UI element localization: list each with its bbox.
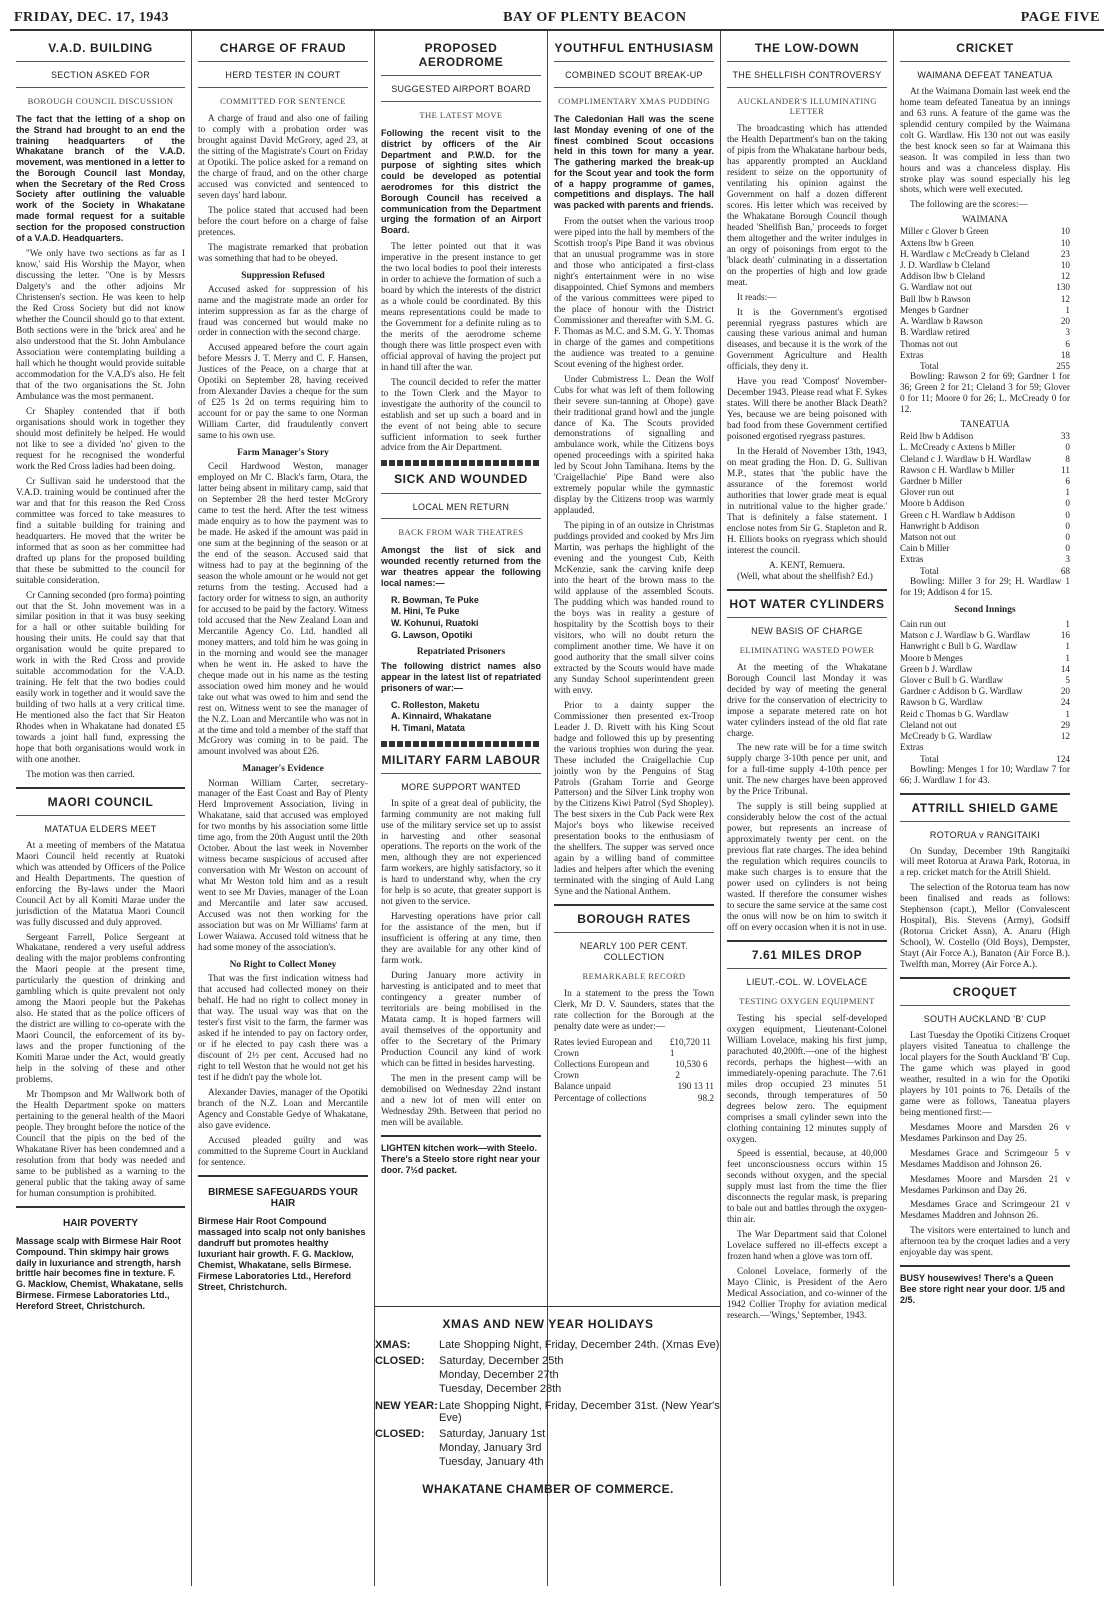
divider: [381, 460, 541, 466]
paragraph: Harvesting operations have prior call for the assistance of the men, but if insufficient is offering at any time, then they are available for any other kind of farm work.: [381, 912, 541, 967]
score-runs: 12: [1060, 731, 1070, 742]
article-subhead: SUGGESTED AIRPORT BOARD: [391, 84, 531, 95]
notice-title: XMAS AND NEW YEAR HOLIDAYS: [442, 1317, 654, 1331]
score-name: J. D. Wardlaw b Cleland: [900, 260, 990, 271]
score-name: Total: [920, 361, 939, 372]
section-heading: Suppression Refused: [241, 270, 325, 281]
article-subhead: LIEUT.-COL. W. LOVELACE: [746, 977, 868, 988]
article-title: BOROUGH RATES: [577, 912, 691, 927]
table-row: [554, 1081, 714, 1092]
score-runs: 6: [1065, 338, 1070, 349]
table-row: [900, 487, 1070, 498]
column-5: [721, 31, 894, 1586]
score-name: Reid c Thomas b G. Wardlaw: [900, 708, 1009, 719]
list-item: M. Hini, Te Puke: [391, 606, 460, 617]
score-name: Total: [920, 565, 939, 576]
table-row: [900, 327, 1070, 338]
paragraph: The letter pointed out that it was imperative in the present instance to get the two local bodies to pool their interests in order to achieve the formation of such a board by which the interests of the district as a whole could be coordinated. By this means representations could be made to the Government for a definite ruling as to the merits of the aerodrome scheme though there was little prospect even with official approval of having the project put in hand till after the war.: [381, 242, 541, 373]
article-subhead: BACK FROM WAR THEATRES: [398, 527, 524, 538]
notice-row: [375, 1428, 721, 1469]
paragraph: The selection of the Rotorua team has now been finalised and reads as follows: Stephenson (capt.), Mellor (Convalescent Hospital), Bis. Stevens (Army), Godsiff (Rotorua Cricket Assn), A. Anaru (High School), W. Costello (Old Boys), Dempster, Stayt (Air Force A.), Banaton (Air Force B.). Twelfth man, Morrey (Air Force A.).: [900, 883, 1070, 971]
masthead: [10, 10, 1104, 31]
table-row: [900, 350, 1070, 361]
table-row: [554, 1093, 714, 1104]
article-title: PROPOSED AERODROME: [418, 41, 504, 70]
notice-footer: WHAKATANE CHAMBER OF COMMERCE.: [422, 1481, 674, 1496]
table-row: [900, 305, 1070, 316]
paragraph: Cecil Hardwood Weston, manager employed on Mr C. Black's farm, Otara, the latter being absent in military camp, said that on September 28 the herd tester McGrory came to test the herd. After the test witness made enquiry as to how the payment was to be made. He asked if the amount was paid in one sum at the beginning of the season or at the end of the season. Accused said that witness had to pay at the beginning of the season the whole amount or he would not get returns from the testing. Accused had a factory order for witness to sign, an authority for accused to be paid by the factory. Witness told accused that the New Zealand Loan and Mercantile Agency Co. Ltd. handled all money matters, and told him he was going in in the morning and would see the manager when he went in. He asked to have the cheque made out in his name as the testing association owed him money and he would take out what was owed to him and send the rest on. Witness went to see the manager of the N.Z. Loan and Mercantile who was not in at the time and told a member of the staff that McGrory was coming in to be paid. The amount involved was about £26.: [198, 462, 368, 758]
score-runs: 1: [1065, 708, 1070, 719]
score-name: Moore b Menges: [900, 652, 963, 663]
score-name: Green b J. Wardlaw: [900, 663, 973, 674]
section-heading: No Right to Collect Money: [229, 960, 337, 970]
score-name: Rawson b G. Wardlaw: [900, 697, 983, 708]
paragraph: The supply is still being supplied at considerably below the cost of the actual power, but represents an increase of approximately twenty per cent. on the previous flat rate charges. The idea behind the regulation which requires councils to make such charges is to ensure that the power used on cylinders is not being wasted. If therefore the consumer wishes to secure the same service at the same cost the onus will now be on him to switch it off on every occasion when it is not in use.: [727, 802, 887, 933]
table-row: [900, 742, 1070, 753]
paragraph: Accused appeared before the court again before Messrs J. T. Merry and C. F. Hansen, Justices of the Peace, on a charge that at Opotiki on September 28, having received from Alexander Davies a cheque for the sum of £25 1s 2d on terms requiring him to account for or pay the same to one Norman William Carter, did fraudulently convert same to his own use.: [198, 343, 368, 442]
article-title: THE LOW-DOWN: [754, 41, 860, 55]
paragraph: At the meeting of the Whakatane Borough Council last Monday it was decided by way of meeting the general drive for the conservation of electricity to impose a separate metered rate on hot water cylinders instead of the old flat rate charge.: [727, 662, 887, 739]
article-subhead: HERD TESTER IN COURT: [225, 70, 341, 81]
paragraph: The following are the scores:—: [910, 200, 1028, 211]
masthead-paper: BAY OF PLENTY BEACON: [503, 10, 687, 25]
score-name: Gardner c Addison b G. Wardlaw: [900, 686, 1023, 697]
score-name: Menges b Gardner: [900, 304, 969, 315]
ad-title: HAIR POVERTY: [62, 1217, 138, 1229]
score-runs: 10: [1060, 260, 1070, 271]
paragraph: Bowling: Menges 1 for 10; Wardlaw 7 for 66; J. Wardlaw 1 for 43.: [900, 764, 1070, 786]
table-row: [900, 566, 1070, 577]
table-row: [900, 754, 1070, 765]
list-item: C. Rolleston, Maketu: [391, 699, 480, 710]
table-row: [900, 697, 1070, 708]
article-subhead: BOROUGH COUNCIL DISCUSSION: [27, 95, 174, 106]
notice-key: CLOSED:: [375, 1428, 425, 1441]
score-runs: 8: [1065, 453, 1070, 464]
article-subhead: REMARKABLE RECORD: [582, 970, 686, 981]
section-heading: Repatriated Prisoners: [416, 647, 506, 658]
masthead-date: FRIDAY, DEC. 17, 1943: [14, 10, 169, 25]
column-6: [894, 31, 1076, 1586]
paragraph: The council decided to refer the matter to the Town Clerk and the Mayor to investigate the authority of the council to establish and set up such a board and in the event of not being able to secure sufficient information to seek further advice from the Air Department.: [381, 377, 541, 454]
score-runs: 1: [1065, 487, 1070, 498]
team-name: WAIMANA: [962, 215, 1008, 226]
paragraph: Cr Sullivan said he understood that the V.A.D. training would be continued after the war and that for this reason the Red Cross committee was forced to take measures to find a suitable building for training and headquarters. He moved that the writer be informed that as soon as her committee had drafted up plans for the proposed building that these be submitted to the council for suitable consideration.: [16, 476, 185, 586]
article-title: CROQUET: [952, 985, 1018, 1000]
paragraph: The new rate will be for a time switch supply charge 3-10th pence per unit, and for a full-time supply 4-10th pence per unit. The new charges have been approved by the Price Tribunal.: [727, 743, 887, 798]
paragraph: Testing his special self-developed oxygen equipment, Lieutenant-Colonel William Lovelace, making his first jump, parachuted 40,200ft.—one of the highest records, perhaps the highest—with an immediately-opening parachute. The 7.61 miles drop occupied 23 minutes 51 seconds, through temperatures of 50 degrees below zero. The equipment comprises a small cylinder sewn into the clothing containing 12 minutes supply of oxygen.: [727, 1013, 887, 1145]
notice-date: Monday, December 27th: [439, 1368, 559, 1381]
table-row: [900, 543, 1070, 554]
paragraph: The magistrate remarked that probation was something that had to be obeyed.: [198, 242, 368, 264]
article-subhead: MORE SUPPORT WANTED: [401, 781, 521, 792]
table-row: [900, 653, 1070, 664]
score-runs: 18: [1060, 349, 1070, 360]
table-row: [900, 675, 1070, 686]
score-name: Axtens lbw b Green: [900, 237, 974, 248]
score-runs: 6: [1065, 475, 1070, 486]
table-row: [900, 498, 1070, 509]
score-runs: 12: [1060, 293, 1070, 304]
article-subhead: ROTORUA v RANGITAIKI: [929, 829, 1041, 840]
score-runs: 24: [1060, 697, 1070, 708]
score-name: Extras: [900, 349, 924, 360]
table-row: [900, 709, 1070, 720]
paragraph: Mesdames Grace and Scrimgeour 21 v Mesdames Maddren and Johnson 26.: [900, 1200, 1070, 1222]
paragraph: Cr Shapley contended that if both organisations should work in together they should most definitely be helped. He would not like to see a divided 'no' given to the request for he recognised the wonderful work the Red Cross ladies had been doing.: [16, 407, 185, 472]
table-row: [900, 521, 1070, 532]
table-row: [900, 249, 1070, 260]
advertisement: Massage scalp with Birmese Hair Root Compound. Thin skimpy hair grows daily in luxuriance and strength, harsh brittle hair becomes fine in texture. F. G. Macklow, Chemist, Whakatane, sells Birmese. Firmese Laboratories Ltd., Hereford Street, Christchurch.: [16, 1235, 184, 1312]
paragraph: Mesdames Moore and Marsden 26 v Mesdames Parkinson and Day 25.: [900, 1122, 1070, 1144]
paragraph: At the Waimana Domain last week end the home team defeated Taneatua by an innings and 63 runs. A feature of the game was the splendid century compiled by the Waimana colt G. Wardlaw. His 130 not out was easily the best knock seen so far at Waimana this season. It was compiled in less than two hours and was a chanceless display. His stroke play was sound especially his leg shots, which were well executed.: [900, 86, 1070, 196]
score-runs: 29: [1060, 719, 1070, 730]
score-name: Hanwright c Bull b G. Wardlaw: [900, 641, 1017, 652]
score-runs: 0: [1065, 498, 1070, 509]
names-list: [391, 700, 541, 735]
paragraph: The broadcasting which has attended the Health Department's ban on the taking of pipis from the Whakatane harbour beds, has apparently prompted an Auckland resident to seize on the opportunity of ventilating his opinion against the Government on half a dozen different scores. His letter which was received by the Whakatane Borough Council though headed 'Shellfish Ban,' proceeds to forget them altogether and the writer indulges in an orgy of poisonings from ergot to the 'black death' culminating in a dissertation on the properties of high and low grade meat.: [727, 124, 887, 288]
advertisement: BUSY housewives! There's a Queen Bee store right near your door. 1/5 and 2/5.: [900, 1273, 1066, 1306]
table-row: [900, 731, 1070, 742]
rate-label: Balance unpaid: [554, 1081, 611, 1092]
paragraph: The War Department said that Colonel Lovelace suffered no ill-effects except a frozen hand when a glove was torn off.: [727, 1230, 887, 1263]
table-row: [900, 271, 1070, 282]
ad-title: BIRMESE SAFEGUARDS YOUR HAIR: [208, 1186, 358, 1210]
score-name: Matson not out: [900, 532, 956, 543]
paragraph: It reads:—: [737, 292, 777, 303]
paragraph: A charge of fraud and also one of failing to comply with a probation order was brought against David McGrory, aged 23, at the sitting of the Magistrate's Court on Friday at Opotiki. The police asked for a remand on the charge of fraud, and on the other charge accused was convicted and sentenced to seven days' hard labour.: [198, 113, 368, 201]
table-row: [900, 686, 1070, 697]
table-row: [900, 316, 1070, 327]
notice-row: [375, 1339, 721, 1351]
article-title: CHARGE OF FRAUD: [219, 41, 347, 55]
article-subhead: WAIMANA DEFEAT TANEATUA: [917, 70, 1053, 81]
notice-value: [439, 1355, 721, 1396]
list-item: H. Timani, Matata: [391, 723, 465, 734]
paragraph: Last Tuesday the Opotiki Citizens Croquet players visited Taneatua to challenge the local players for the South Auckland 'B' Cup. The game which was played in good weather, resulted in a win for the Opotiki players by 101 points to 76. Details of the game were as follows, Taneatua players being mentioned first:—: [900, 1030, 1070, 1118]
rate-value: 98.2: [697, 1092, 714, 1103]
table-row: [900, 294, 1070, 305]
score-name: Hanwright b Addison: [900, 520, 980, 531]
rate-value: 10,530 6 2: [675, 1059, 708, 1081]
article-title: MAORI COUNCIL: [47, 795, 154, 809]
table-row: [900, 431, 1070, 442]
notice-date: Monday, January 3rd: [439, 1442, 542, 1454]
score-name: Matson c J. Wardlaw b G. Wardlaw: [900, 630, 1031, 641]
notice-date: Tuesday, December 28th: [439, 1382, 562, 1395]
table-row: [900, 260, 1070, 271]
paragraph: Sergeant Farrell, Police Sergeant at Whakatane, rendered a very useful address dealing with the major problems confronting the Maori people at the present time, particularly the question of drinking and gambling which is quite prevalent not only among the Maori people but the Pakehas also. He stated that as the police officers of the district are willing to co-operate with the Maori Council, the enforcement of its by-laws and the proper functioning of the Komiti Marae under the Act, would greatly help in the solving of these and other problems.: [16, 932, 185, 1086]
column-1: [10, 31, 192, 1586]
paragraph: Bowling: Rawson 2 for 69; Gardner 1 for 36; Green 2 for 21; Cleland 3 for 59; Glover 0 for 11; Moore 0 for 26; L. McCready 0 for 12.: [900, 372, 1070, 416]
score-runs: 23: [1060, 248, 1070, 259]
score-runs: 14: [1060, 663, 1070, 674]
paragraph: At a meeting of members of the Matatua Maori Council held recently at Ruatoki which was attended by Officers of the Police and Health Departments. The question of enforcing the By-laws under the Maori Council Act by all Komiti Marae under the jurisdiction of the Matatua Maori Council was fully discussed and duly approved.: [16, 840, 185, 928]
notice-value: [439, 1428, 721, 1469]
scorecard: [900, 431, 1070, 566]
notice-key: XMAS:: [375, 1339, 411, 1351]
article-subhead: NEARLY 100 PER CENT. COLLECTION: [579, 941, 689, 962]
rate-label: Rates levied European and Crown: [554, 1036, 653, 1058]
paragraph: During January more activity in harvesting is anticipated and to meet that contingency a greater number of territorials are being mobilised in the Matata camp. It is hoped farmers will avail themselves of the opportunity and offer to the Secretary of the Primary Production Council any kind of work which can be fitted in besides harvesting.: [381, 971, 541, 1069]
score-name: G. Wardlaw not out: [900, 282, 973, 293]
paragraph: The piping in of an outsize in Christmas puddings provided and cooked by Mrs Jim Martin, was perhaps the highlight of the evening and the youngest Cub, Keith McKenzie, sank the carving knife deep into the heart of the brown mass to the wild applause of the assembled Scouts. The pudding which was handed round to the boys was in reality a gesture of hospitality by the Scottish boys to their visitors, who will no doubt return the compliment another time. We have it on good authority that the small silver coins extracted by the Scouts would have made any Sunday School superintendent green with envy.: [554, 521, 714, 696]
table-row: [900, 226, 1070, 237]
article-title: YOUTHFUL ENTHUSIASM: [554, 41, 714, 55]
table-row: [900, 465, 1070, 476]
paragraph: Mr Thompson and Mr Wallwork both of the Health Department spoke on matters pertaining to the general health of the Maori people. They brought before the notice of the Council that the pipis on the bed of the Whakatane River has been condemned and a resolution from that body was needed and same to be published as a warning to the general public that the taking away of same for human consumption is prohibited.: [16, 1090, 185, 1199]
score-name: Cain run out: [900, 618, 946, 629]
column-2: [192, 31, 375, 1586]
article-title: SICK AND WOUNDED: [394, 472, 528, 487]
scorecard: [900, 226, 1070, 361]
rate-value: 190 13 11: [677, 1081, 714, 1092]
article-title: 7.61 MILES DROP: [751, 947, 863, 962]
paragraph: On Sunday, December 19th Rangitaiki will meet Rotorua at Arawa Park, Rotorua, in a rep. cricket match for the Atrill Shield.: [900, 846, 1070, 879]
table-row: [900, 532, 1070, 543]
paragraph: Alexander Davies, manager of the Opotiki branch of the N.Z. Loan and Mercantile Agency and Constable Gedye of Whakatane, also gave evidence.: [198, 1087, 368, 1131]
table-row: [900, 554, 1070, 565]
article-lead: The fact that the letting of a shop on the Strand had brought to an end the training headquarters of the Whakatane branch of the V.A.D. movement, was mentioned in a letter to the Borough Council last Monday, when the Secretary of the Red Cross Society after outlining the valuable work of the Society in Whakatane made formal request for a suitable section for the proposed construction of a V.A.D. Headquarters.: [16, 113, 185, 243]
score-runs: 3: [1065, 554, 1070, 565]
table-row: [900, 510, 1070, 521]
score-runs: 1: [1065, 304, 1070, 315]
table-row: [900, 282, 1070, 293]
article-subhead: AUCKLANDER'S ILLUMINATING LETTER: [737, 95, 877, 116]
table-row: [900, 641, 1070, 652]
paragraph: From the outset when the various troop were piped into the hall by members of the Scottish troop's Pipe Band it was obvious that an unusual programme was in store and those who anticipated a first-class night's entertainment were in no wise disappointed. Chief Symons and members of the various committees were piped to the place of honour with the District Commissioner and thereafter with S.M. G. F. Thomas as M.C. and S.M. G. Y. Thomas in charge of the games and competitions the audience was treated to a genuine Scout evening of the highest order.: [554, 217, 714, 370]
section-heading: Farm Manager's Story: [237, 448, 329, 459]
score-runs: 255: [1056, 361, 1070, 372]
score-runs: 10: [1060, 226, 1070, 237]
paragraph: Bowling: Miller 3 for 29; H. Wardlaw 1 for 19; Addison 4 for 15.: [900, 576, 1070, 598]
score-runs: 20: [1060, 316, 1070, 327]
score-name: Reid lbw b Addison: [900, 431, 974, 442]
score-runs: 16: [1060, 630, 1070, 641]
article-lead: Following the recent visit to the district by officers of the Air Department and P.W.D. for the purpose of sighting sites which could be developed as potential aerodromes for this district the Borough Council has received a communication from the Department urging the formation of an Airport Board.: [381, 128, 541, 236]
notice-key: NEW YEAR:: [375, 1400, 438, 1413]
article-lead: The following district names also appear in the latest list of repatriated prisoners of war:—: [381, 661, 541, 693]
paragraph: The men in the present camp will be demobilised on Wednesday 22nd instant and a new lot of men will enter on Wednesday 29th. Between that period no men will be available.: [381, 1073, 541, 1128]
score-runs: 0: [1065, 543, 1070, 554]
article-subhead: NEW BASIS OF CHARGE: [751, 625, 863, 636]
article-subhead: COMPLIMENTARY XMAS PUDDING: [558, 95, 710, 106]
letter-signature: A. KENT, Remuera.: [769, 560, 845, 571]
table-row: [900, 339, 1070, 350]
score-runs: 33: [1060, 431, 1070, 442]
article-subhead: SOUTH AUCKLAND 'B' CUP: [923, 1014, 1047, 1025]
score-runs: 5: [1065, 675, 1070, 686]
article-title: V.A.D. BUILDING: [48, 41, 153, 55]
table-row: [900, 442, 1070, 453]
score-runs: 0: [1065, 520, 1070, 531]
table-row: [900, 630, 1070, 641]
article-subhead: THE SHELLFISH CONTROVERSY: [732, 70, 882, 81]
score-name: B. Wardlaw retired: [900, 327, 970, 338]
score-runs: 1: [1065, 641, 1070, 652]
score-name: Total: [920, 753, 939, 764]
score-name: Addison lbw b Cleland: [900, 271, 985, 282]
notice-date: Tuesday, January 4th: [439, 1455, 544, 1468]
table-row: [900, 476, 1070, 487]
divider: [381, 741, 541, 747]
score-runs: 3: [1065, 327, 1070, 338]
article-subhead: SECTION ASKED FOR: [50, 70, 151, 81]
advertisement: Birmese Hair Root Compound massaged into scalp not only banishes dandruff but promotes healthy luxuriant hair growth. F. G. Macklow, Chemist, Whakatane, sells Birmese. Firmese Laboratories Ltd., Hereford Street, Christchurch.: [198, 1216, 366, 1292]
score-name: Cleland c J. Wardlaw b H. Wardlaw: [900, 453, 1032, 464]
article-subhead: COMBINED SCOUT BREAK-UP: [565, 70, 703, 81]
score-name: A. Wardlaw b Rawson: [900, 316, 983, 327]
score-name: Gardner b Miller: [900, 475, 963, 486]
score-name: McCready b G. Wardlaw: [900, 731, 992, 742]
notice-value: Late Shopping Night, Friday, December 24th. (Xmas Eve): [439, 1339, 720, 1351]
score-runs: 20: [1060, 686, 1070, 697]
table-row: [554, 1059, 714, 1081]
score-name: L. McCready c Axtens b Miller: [900, 442, 1016, 453]
paragraph: Norman William Carter, secretary-manager of the East Coast and Bay of Plenty Herd Improvement Association, living in Whakatane, said that accused was employed for two months by his association some little time ago, from the 20th August until the 20th October. About the last week in November witness became suspicious of accused after conversation with Mr Weston on account of what Mr Weston told him and as a result went to see Mr Davies, manager of the Loan and Mercantile and later saw accused. Accused was not then working for the association but was on Mr Williams' farm at Lower Waiawa. Accused told witness that he had some money of the association's.: [198, 778, 368, 954]
paragraph: Accused pleaded guilty and was committed to the Supreme Court in Auckland for sentence.: [198, 1135, 368, 1168]
score-name: Extras: [900, 742, 924, 753]
article-subhead: THE LATEST MOVE: [419, 109, 503, 120]
score-name: Glover run out: [900, 487, 955, 498]
article-subhead: MATATUA ELDERS MEET: [44, 824, 157, 835]
table-row: [900, 454, 1070, 465]
team-name: TANEATUA: [960, 420, 1010, 431]
article-title: CRICKET: [956, 41, 1014, 55]
score-runs: 1: [1065, 618, 1070, 629]
section-heading: Second Innings: [954, 604, 1016, 615]
paragraph: It is the Government's ergotised perennial ryegrass pastures which are causing these various animal and human diseases, and because it is the work of the Government Agriculture and Health officials, they deny it.: [727, 307, 887, 373]
list-item: A. Kinnaird, Whakatane: [391, 711, 492, 722]
score-runs: 11: [1061, 464, 1070, 475]
paragraph: The motion was then carried.: [26, 770, 135, 781]
paragraph: Mesdames Moore and Marsden 21 v Mesdames Parkinson and Day 26.: [900, 1174, 1070, 1196]
score-name: Bull lbw b Rawson: [900, 293, 971, 304]
table-row: [900, 664, 1070, 675]
article-subhead: TESTING OXYGEN EQUIPMENT: [739, 995, 875, 1006]
score-runs: 12: [1060, 271, 1070, 282]
notice-row: [375, 1355, 721, 1396]
paragraph: Have you read 'Compost' November-December 1943. Please read what F. Sykes states. Will there be another Black Death? Yes, because we are being poisoned with bad food from these Government certified poisoned ergotised ryegrass pastures.: [727, 377, 887, 443]
section-heading: Manager's Evidence: [242, 764, 324, 775]
score-runs: 124: [1056, 753, 1070, 764]
paragraph: Prior to a dainty supper the Commissioner then presented ex-Troop Leader J. D. Rivett with his King Scout badge and followed this up by presenting the various trophies won during the year. These included the Craigellachie Cup jointly won by the Penguins of Stag Patrols (Graham Torrie and George Patterson) and the Silver Link trophy won by the Citizens Kiwi Patrol (Syd Shopley). The best sixers in the Cub Pack were Rex Major's boys who likewise received presentation books to the enthusiasm of the shellfers. The supper was served once again by a willing band of committee ladies and helpers after which the evening terminated with the singing of Auld Lang Syne and the National Anthem.: [554, 700, 714, 898]
score-name: Green c H. Wardlaw b Addison: [900, 509, 1015, 520]
article-lead: The Caledonian Hall was the scene last Monday evening of one of the finest combined Scout occasions held in this town for many a year. The gathering marked the break-up for the Scout year and took the form of a happy programme of games, competitions and displays. The hall was packed with parents and friends.: [554, 113, 714, 211]
notice-value: Late Shopping Night, Friday, December 31st. (New Year's Eve): [439, 1400, 720, 1425]
holiday-notice: [375, 1306, 721, 1496]
paragraph: "We only have two sections as far as I know,' said His Worship the Mayor, when discussing the letter. "One is by Messrs Dalgety's and the other adjoins Mr Christensen's section. He was keen to help the Red Cross Society but did not know whether the Council should go to that extent. Both sections were in the 'brick area' and he also understood that the St. John Ambulance Association were contemplating building a hall which he thought would provide suitable accommodation for the V.A.D's also. He felt that of the two organisations the St. John Ambulance was the most permanent.: [16, 249, 185, 403]
table-row: [900, 238, 1070, 249]
rate-value: £10,720 11 1: [669, 1036, 711, 1058]
article-subhead: LOCAL MEN RETURN: [412, 501, 510, 512]
score-runs: 0: [1065, 532, 1070, 543]
notice-date: Saturday, December 25th: [439, 1355, 564, 1367]
score-name: H. Wardlaw c McCready b Cleland: [900, 248, 1030, 259]
paragraph: In spite of a great deal of publicity, the farming community are not making full use of the military service set up to assist in harvesting and other seasonal operations. The reports on the work of the men, although they are not experienced farm workers, are highly satisfactory, so it is hard to understand why, when the cry for help is so acute, that greater support is not given to the service.: [381, 798, 541, 908]
paragraph: In a statement to the press the Town Clerk, Mr D. V. Saunders, states that the rate collection for the Borough at the penalty date were as under:—: [554, 988, 714, 1032]
table-row: [900, 619, 1070, 630]
article-subhead: ELIMINATING WASTED POWER: [739, 644, 875, 655]
score-name: Thomas not out: [900, 338, 958, 349]
score-runs: 68: [1060, 565, 1070, 576]
score-runs: 0: [1065, 509, 1070, 520]
paragraph: That was the first indication witness had that accused had collected money on their behalf. He had no right to collect money in that way. The usual way was that on the tester's first visit to the farm, the farmer was asked if he intended to pay on factory order, or if he elected to pay cash there was a discount of 2½ per cent. Accused had no right to tell Weston that he would not get his test if he didn't pay the whole lot.: [198, 974, 368, 1083]
paragraph: Under Cubmistress L. Dean the Wolf Cubs for what was left of them following their severe sun-tanning at Ohope) gave their traditional grand howl and the jungle dance of Ka. The Scouts provided demonstrations of signalling and ambulance work, while the Citizens boys opened proceedings with a spirited haka led by Scout John Tamihana. Items by the 'Craigellachie' Pipe Band were also extremely popular while the gymnastic display by the Citizens troop was warmly applauded.: [554, 374, 714, 517]
rate-label: Collections European and Crown: [554, 1059, 649, 1081]
score-runs: 0: [1065, 442, 1070, 453]
score-name: Rawson c H. Wardlaw b Miller: [900, 464, 1015, 475]
scorecard: [900, 619, 1070, 754]
paragraph: Accused asked for suppression of his name and the magistrate made an order for interim suppression as far as the charge of fraud was concerned but would make no order in connection with the second charge.: [198, 284, 368, 339]
score-name: Cain b Miller: [900, 543, 950, 554]
masthead-page: PAGE FIVE: [1020, 10, 1100, 25]
paragraph: Speed is essential, because, at 40,000 feet unconsciousness occurs within 15 seconds without oxygen, and the special supply must last from the time the flier disconnects the regular mask, is preparing to bale out and battles through the oxygen-thin air.: [727, 1149, 887, 1226]
score-name: Moore b Addison: [900, 498, 965, 509]
rate-label: Percentage of collections: [554, 1092, 647, 1103]
paragraph: Colonel Lovelace, formerly of the Mayo Clinic, is President of the Aero Medical Association, and co-winner of the 1942 Collier Trophy for aviation medical research.—'Wings,' September, 1943.: [727, 1267, 887, 1322]
advertisement: LIGHTEN kitchen work—with Steelo. There's a Steelo store right near your door. 7½d packet.: [381, 1142, 541, 1175]
paragraph: Cr Canning seconded (pro forma) pointing out that the St. John movement was in a similar position in that it was busy seeking for a hall or other suitable building for housing their units. He could say that that organisation would be quite prepared to work in with the Red Cross and provide suitable accommodation for the V.A.D. training. He felt that the two bodies could easily work in together and it would save the building of two halls at a very critical time. He mentioned also the fact that Sir Heaton Rhodes when in Whakatane had donated £5 towards a joint hall fund, expressing the hope that both organisations would work in with one another.: [16, 590, 185, 766]
paragraph: The police stated that accused had been before the court before on a charge of false pretences.: [198, 205, 368, 238]
article-subhead: COMMITTED FOR SENTENCE: [220, 95, 346, 106]
paragraph: Mesdames Grace and Scrimgeour 5 v Mesdames Maddison and Johnson 26.: [900, 1148, 1070, 1170]
article-lead: Amongst the list of sick and wounded recently returned from the war theatres appear the following local names:—: [381, 545, 541, 588]
notice-date: Saturday, January 1st: [439, 1428, 546, 1441]
notice-key: CLOSED:: [375, 1355, 425, 1367]
newspaper-page: [10, 10, 1104, 1602]
article-title: ATTRILL SHIELD GAME: [911, 800, 1059, 815]
rates-table: [554, 1037, 714, 1104]
article-title: HOT WATER CYLINDERS: [729, 596, 885, 611]
names-list: [391, 595, 541, 642]
editor-note: (Well, what about the shellfish? Ed.): [737, 571, 873, 582]
score-runs: 1: [1065, 652, 1070, 663]
score-name: Cleland not out: [900, 719, 957, 730]
list-item: R. Bowman, Te Puke: [391, 594, 479, 605]
score-runs: 10: [1060, 237, 1070, 248]
score-name: Glover c Bull b G. Wardlaw: [900, 675, 1004, 686]
score-name: Extras: [900, 554, 924, 565]
table-row: [900, 720, 1070, 731]
list-item: W. Kohunui, Ruatoki: [391, 617, 479, 628]
paragraph: The visitors were entertained to lunch and afternoon tea by the croquet ladies and a very enjoyable day was spent.: [900, 1226, 1070, 1259]
score-name: Miller c Glover b Green: [900, 226, 989, 237]
notice-row: [375, 1400, 721, 1424]
list-item: G. Lawson, Opotiki: [391, 629, 473, 640]
table-row: [554, 1037, 714, 1059]
table-row: [900, 361, 1070, 372]
score-runs: 130: [1056, 282, 1070, 293]
article-title: MILITARY FARM LABOUR: [381, 752, 541, 767]
paragraph: In the Herald of November 13th, 1943, on meat grading the Hon. D. G. Sullivan M.P., states that 'the public have the assurance of the foremost world authorities that lower grade meat is equal in nutritional value to the higher grade.' That is definitely a false statement. I enclose notes from Sir G. Stapleton and R. H. Elliots books on ryegrass which should interest the council.: [727, 447, 887, 556]
